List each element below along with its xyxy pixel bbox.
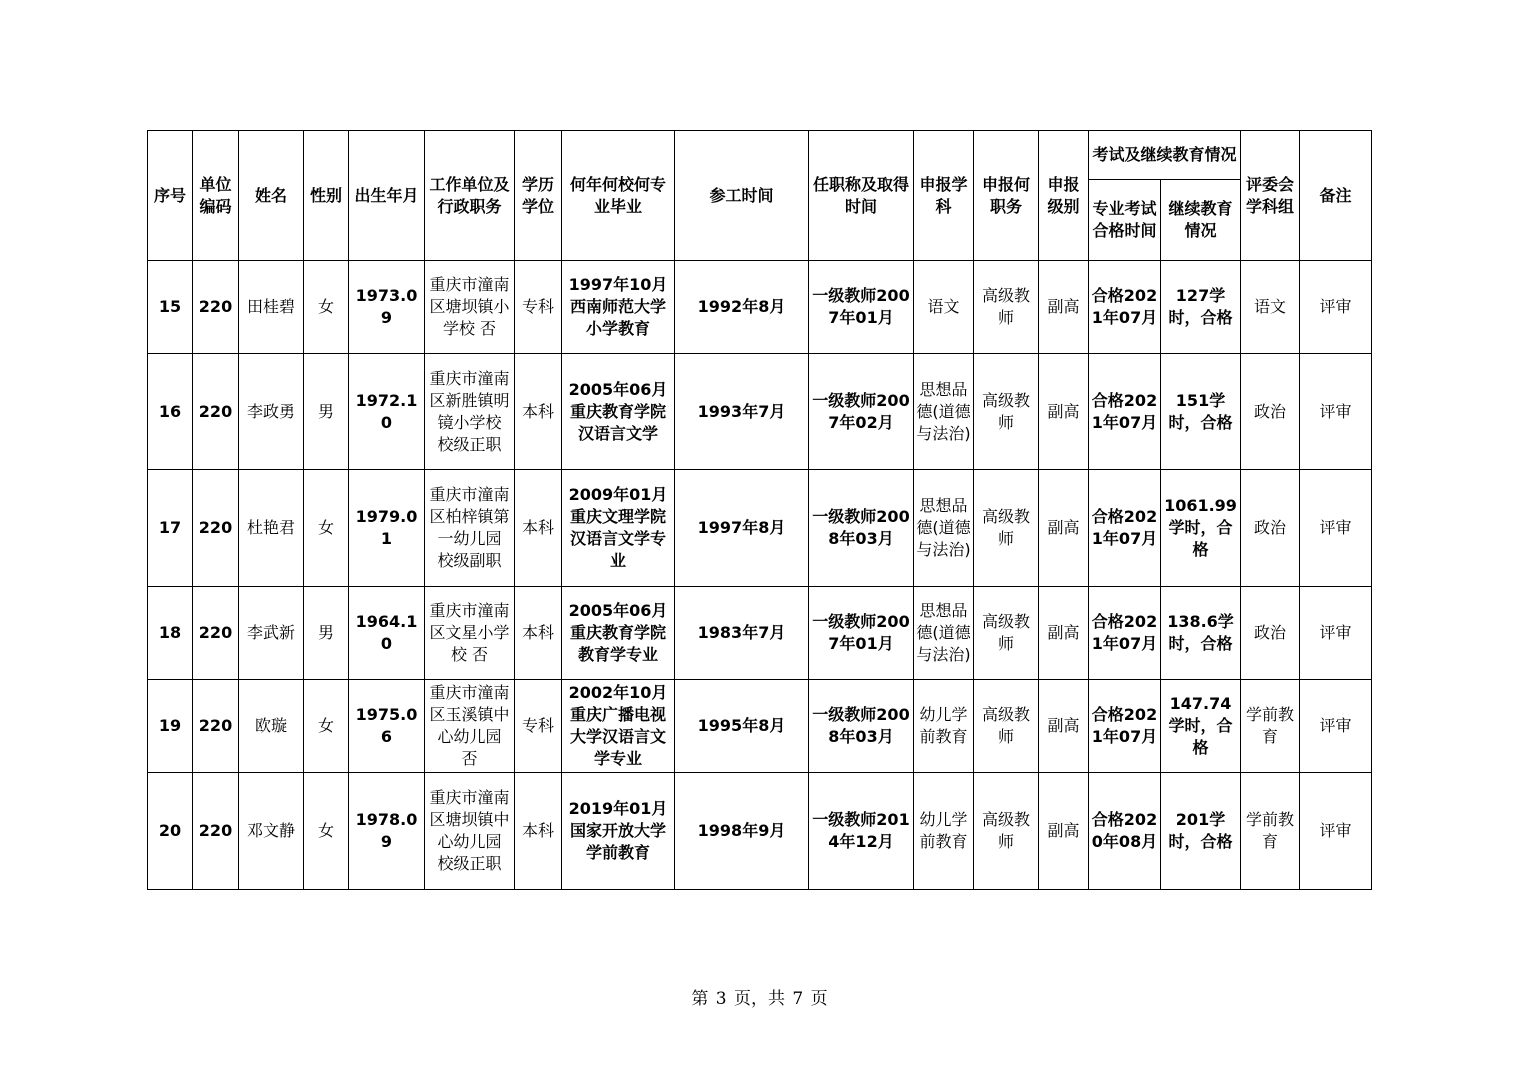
cell-graduation: 2005年06月重庆教育学院汉语言文学 xyxy=(562,354,675,470)
header-exam-group: 考试及继续教育情况 xyxy=(1089,131,1241,180)
cell-apply-title: 高级教师 xyxy=(974,354,1039,470)
cell-work-unit: 重庆市潼南区文星小学校 否 xyxy=(425,587,515,680)
cell-current-title: 一级教师2008年03月 xyxy=(809,680,914,773)
applicant-table xyxy=(147,130,1372,890)
cell-graduation: 2002年10月重庆广播电视大学汉语言文学专业 xyxy=(562,680,675,773)
cell-subject: 语文 xyxy=(914,261,974,354)
cell-seq: 19 xyxy=(148,680,193,773)
cell-education: 本科 xyxy=(515,354,562,470)
header-committee: 评委会学科组 xyxy=(1241,131,1300,261)
header-gender: 性别 xyxy=(304,131,349,261)
cell-subject: 思想品德(道德与法治) xyxy=(914,470,974,587)
cell-apply-title: 高级教师 xyxy=(974,261,1039,354)
cell-gender: 男 xyxy=(304,354,349,470)
cell-work-start: 1983年7月 xyxy=(675,587,809,680)
cell-current-title: 一级教师2007年01月 xyxy=(809,587,914,680)
page-suffix: 页 xyxy=(810,989,828,1009)
cell-graduation: 1997年10月西南师范大学小学教育 xyxy=(562,261,675,354)
cell-unit-code: 220 xyxy=(193,680,239,773)
cell-continuing: 201学时，合格 xyxy=(1161,773,1241,890)
table-row xyxy=(148,587,1372,680)
cell-unit-code: 220 xyxy=(193,773,239,890)
page-number xyxy=(0,984,1519,1009)
cell-remark: 评审 xyxy=(1300,354,1372,470)
cell-continuing: 1061.99学时，合格 xyxy=(1161,470,1241,587)
cell-graduation: 2019年01月国家开放大学学前教育 xyxy=(562,773,675,890)
cell-gender: 女 xyxy=(304,261,349,354)
cell-current-title: 一级教师2008年03月 xyxy=(809,470,914,587)
table-row xyxy=(148,354,1372,470)
table-row xyxy=(148,773,1372,890)
header-education: 学历学位 xyxy=(515,131,562,261)
header-continuing: 继续教育情况 xyxy=(1161,180,1241,261)
header-apply-title: 申报何职务 xyxy=(974,131,1039,261)
cell-committee: 政治 xyxy=(1241,470,1300,587)
header-name: 姓名 xyxy=(239,131,304,261)
cell-subject: 思想品德(道德与法治) xyxy=(914,587,974,680)
cell-exam-pass: 合格2021年07月 xyxy=(1089,261,1161,354)
table-row xyxy=(148,470,1372,587)
cell-level: 副高 xyxy=(1039,261,1089,354)
cell-name: 李政勇 xyxy=(239,354,304,470)
cell-unit-code: 220 xyxy=(193,470,239,587)
cell-education: 本科 xyxy=(515,773,562,890)
cell-apply-title: 高级教师 xyxy=(974,587,1039,680)
cell-unit-code: 220 xyxy=(193,261,239,354)
cell-gender: 男 xyxy=(304,587,349,680)
table-body xyxy=(148,261,1372,890)
header-work-start: 参工时间 xyxy=(675,131,809,261)
cell-remark: 评审 xyxy=(1300,773,1372,890)
cell-continuing: 151学时，合格 xyxy=(1161,354,1241,470)
cell-committee: 学前教育 xyxy=(1241,680,1300,773)
cell-apply-title: 高级教师 xyxy=(974,773,1039,890)
cell-exam-pass: 合格2020年08月 xyxy=(1089,773,1161,890)
cell-education: 本科 xyxy=(515,587,562,680)
cell-continuing: 138.6学时，合格 xyxy=(1161,587,1241,680)
cell-seq: 17 xyxy=(148,470,193,587)
header-level: 申报级别 xyxy=(1039,131,1089,261)
cell-exam-pass: 合格2021年07月 xyxy=(1089,470,1161,587)
cell-seq: 18 xyxy=(148,587,193,680)
cell-level: 副高 xyxy=(1039,470,1089,587)
cell-graduation: 2009年01月重庆文理学院汉语言文学专业 xyxy=(562,470,675,587)
cell-work-start: 1997年8月 xyxy=(675,470,809,587)
cell-name: 欧璇 xyxy=(239,680,304,773)
cell-gender: 女 xyxy=(304,470,349,587)
cell-committee: 语文 xyxy=(1241,261,1300,354)
cell-name: 李武新 xyxy=(239,587,304,680)
cell-graduation: 2005年06月重庆教育学院教育学专业 xyxy=(562,587,675,680)
cell-birth: 1972.10 xyxy=(349,354,425,470)
cell-remark: 评审 xyxy=(1300,470,1372,587)
cell-continuing: 147.74学时，合格 xyxy=(1161,680,1241,773)
cell-birth: 1979.01 xyxy=(349,470,425,587)
cell-name: 田桂碧 xyxy=(239,261,304,354)
cell-apply-title: 高级教师 xyxy=(974,680,1039,773)
cell-level: 副高 xyxy=(1039,680,1089,773)
cell-unit-code: 220 xyxy=(193,587,239,680)
cell-work-unit: 重庆市潼南区玉溪镇中心幼儿园 否 xyxy=(425,680,515,773)
table-row xyxy=(148,261,1372,354)
cell-subject: 思想品德(道德与法治) xyxy=(914,354,974,470)
page-prefix: 第 xyxy=(691,989,709,1009)
header-current-title: 任职称及取得时间 xyxy=(809,131,914,261)
cell-remark: 评审 xyxy=(1300,261,1372,354)
cell-birth: 1975.06 xyxy=(349,680,425,773)
cell-exam-pass: 合格2021年07月 xyxy=(1089,680,1161,773)
cell-work-unit: 重庆市潼南区塘坝镇中心幼儿园 校级正职 xyxy=(425,773,515,890)
cell-committee: 学前教育 xyxy=(1241,773,1300,890)
cell-exam-pass: 合格2021年07月 xyxy=(1089,354,1161,470)
cell-exam-pass: 合格2021年07月 xyxy=(1089,587,1161,680)
cell-name: 杜艳君 xyxy=(239,470,304,587)
cell-birth: 1978.09 xyxy=(349,773,425,890)
header-graduation: 何年何校何专业毕业 xyxy=(562,131,675,261)
header-exam-pass: 专业考试合格时间 xyxy=(1089,180,1161,261)
cell-work-start: 1992年8月 xyxy=(675,261,809,354)
cell-current-title: 一级教师2014年12月 xyxy=(809,773,914,890)
cell-work-start: 1995年8月 xyxy=(675,680,809,773)
cell-committee: 政治 xyxy=(1241,354,1300,470)
header-remark: 备注 xyxy=(1300,131,1372,261)
cell-level: 副高 xyxy=(1039,773,1089,890)
header-unit-code: 单位编码 xyxy=(193,131,239,261)
cell-current-title: 一级教师2007年02月 xyxy=(809,354,914,470)
cell-apply-title: 高级教师 xyxy=(974,470,1039,587)
cell-remark: 评审 xyxy=(1300,680,1372,773)
table-row xyxy=(148,680,1372,773)
header-work-unit: 工作单位及行政职务 xyxy=(425,131,515,261)
cell-work-unit: 重庆市潼南区柏梓镇第一幼儿园 校级副职 xyxy=(425,470,515,587)
cell-subject: 幼儿学前教育 xyxy=(914,680,974,773)
cell-name: 邓文静 xyxy=(239,773,304,890)
cell-gender: 女 xyxy=(304,680,349,773)
cell-committee: 政治 xyxy=(1241,587,1300,680)
cell-level: 副高 xyxy=(1039,587,1089,680)
cell-birth: 1973.09 xyxy=(349,261,425,354)
cell-education: 专科 xyxy=(515,261,562,354)
header-birth: 出生年月 xyxy=(349,131,425,261)
cell-remark: 评审 xyxy=(1300,587,1372,680)
cell-seq: 20 xyxy=(148,773,193,890)
cell-work-unit: 重庆市潼南区塘坝镇小学校 否 xyxy=(425,261,515,354)
cell-work-unit: 重庆市潼南区新胜镇明镜小学校 校级正职 xyxy=(425,354,515,470)
header-subject: 申报学科 xyxy=(914,131,974,261)
current-page: 3 xyxy=(715,989,727,1009)
cell-current-title: 一级教师2007年01月 xyxy=(809,261,914,354)
cell-work-start: 1993年7月 xyxy=(675,354,809,470)
header-row xyxy=(148,131,1372,180)
cell-subject: 幼儿学前教育 xyxy=(914,773,974,890)
cell-work-start: 1998年9月 xyxy=(675,773,809,890)
cell-education: 本科 xyxy=(515,470,562,587)
header-seq: 序号 xyxy=(148,131,193,261)
cell-gender: 女 xyxy=(304,773,349,890)
cell-education: 专科 xyxy=(515,680,562,773)
cell-unit-code: 220 xyxy=(193,354,239,470)
cell-level: 副高 xyxy=(1039,354,1089,470)
page-mid: 页，共 xyxy=(734,989,785,1009)
cell-seq: 15 xyxy=(148,261,193,354)
cell-seq: 16 xyxy=(148,354,193,470)
cell-continuing: 127学时，合格 xyxy=(1161,261,1241,354)
total-pages: 7 xyxy=(792,989,804,1009)
cell-birth: 1964.10 xyxy=(349,587,425,680)
